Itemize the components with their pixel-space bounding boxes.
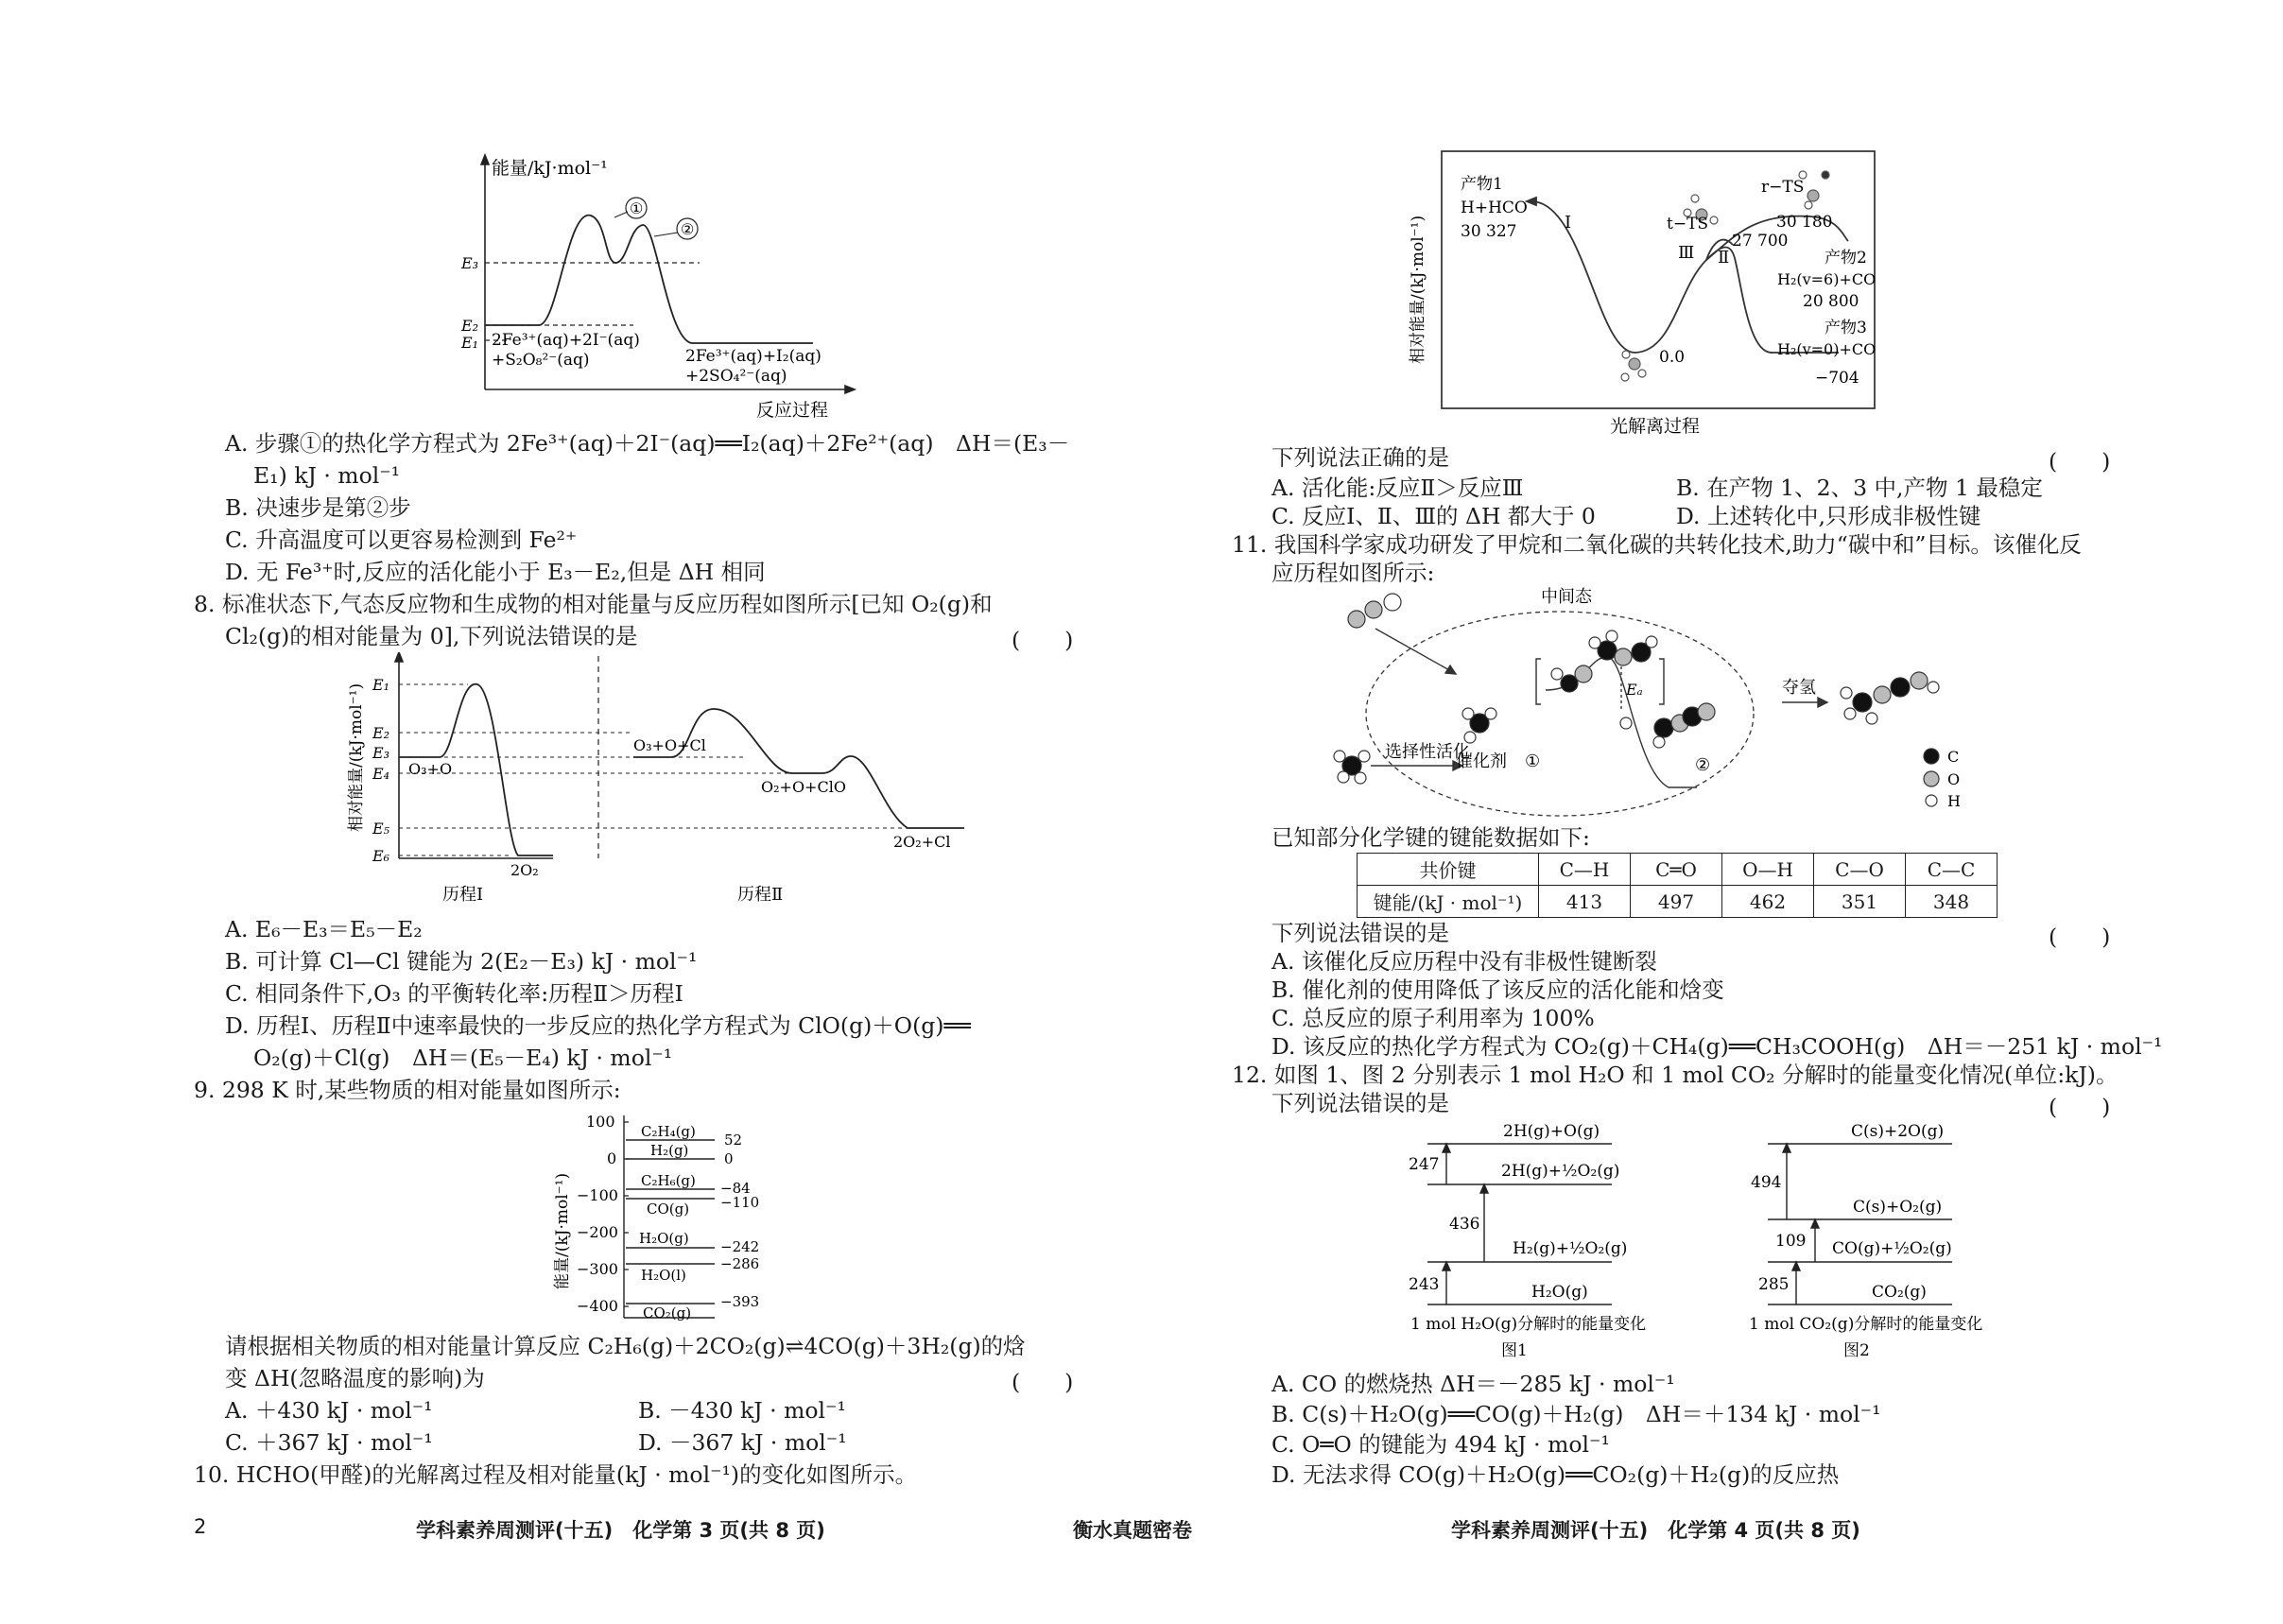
fig11-catalyst-label: 催化剂 [1456, 752, 1507, 771]
q9-option-a: A. ＋430 kJ · mol⁻¹ [225, 1397, 433, 1424]
q9-question-line1: 请根据相关物质的相对能量计算反应 C₂H₆(g)＋2CO₂(g)⇌4CO(g)＋3H₂(g)的焓 [225, 1333, 1026, 1359]
fig11-dehydro-label: 夺氢 [1782, 678, 1816, 698]
fig12b-low: CO(g)+½O₂(g) [1832, 1239, 1952, 1258]
fig10-tts-value: 27 700 [1732, 232, 1789, 251]
fig7-products-1: 2Fe³⁺(aq)+I₂(aq) [685, 347, 822, 366]
q12-option-c: C. O═O 的键能为 494 kJ · mol⁻¹ [1271, 1431, 1610, 1458]
fig12b-top: C(s)+2O(g) [1851, 1122, 1945, 1141]
fig7-peak2: ② [681, 220, 695, 238]
table-cell: 413 [1539, 886, 1631, 918]
fig11-legend-h: H [1947, 792, 1961, 810]
q10-stem: 10. HCHO(甲醛)的光解离过程及相对能量(kJ · mol⁻¹)的变化如图所示。 [194, 1461, 918, 1488]
fig9-value-393: −393 [720, 1293, 760, 1310]
fig10-xlabel: 光解离过程 [1610, 416, 1701, 437]
q11-option-b: B. 催化剂的使用降低了该反应的活化能和焓变 [1271, 976, 1724, 1003]
fig7-ylabel: 能量/kJ·mol⁻¹ [492, 158, 608, 179]
fig8-e6: E₆ [372, 847, 390, 865]
q11-option-a: A. 该催化反应历程中没有非极性键断裂 [1271, 948, 1657, 975]
fig8-e1: E₁ [372, 676, 390, 694]
fig9-tick-m300: −300 [577, 1260, 618, 1278]
table-header-cell: C—H [1539, 854, 1631, 886]
fig8-2o2: 2O₂ [510, 861, 539, 879]
q12-stem-line2: 下列说法错误的是 [1271, 1090, 1449, 1116]
fig12a-v247: 247 [1409, 1155, 1440, 1174]
figure-q10-photodissociation [1394, 147, 1886, 440]
q7-option-d: D. 无 Fe³⁺时,反应的活化能小于 E₃－E₂,但是 ΔH 相同 [225, 559, 766, 585]
fig7-e3: E₃ [461, 254, 479, 272]
fig10-roman2: Ⅱ [1718, 248, 1730, 268]
q9-option-d: D. －367 kJ · mol⁻¹ [638, 1429, 847, 1456]
fig12b-base: CO₂(g) [1872, 1283, 1927, 1302]
fig9-species-h2ol: H₂O(l) [641, 1267, 686, 1284]
fig8-o3o: O₃+O [408, 760, 453, 778]
fig10-p1-c: 30 327 [1461, 222, 1517, 241]
q8-option-b: B. 可计算 Cl—Cl 键能为 2(E₂－E₃) kJ · mol⁻¹ [225, 948, 698, 975]
fig12b-v494: 494 [1751, 1173, 1782, 1192]
fig8-e2: E₂ [372, 724, 390, 742]
fig11-step1: ① [1525, 752, 1541, 771]
fig12a-low: H₂(g)+½O₂(g) [1513, 1239, 1628, 1258]
fig8-2o2cl: 2O₂+Cl [893, 833, 951, 851]
center-footer: 衡水真题密卷 [1073, 1519, 1192, 1542]
table-header-cell: O—H [1722, 854, 1814, 886]
fig11-ea-label: Eₐ [1626, 681, 1643, 699]
fig9-species-c2h4: C₂H₄(g) [641, 1123, 696, 1140]
q10-question-stem: 下列说法正确的是 [1271, 444, 1449, 471]
q12-answer-blank: ( ) [2049, 1094, 2111, 1120]
fig10-p3-a: 产物3 [1825, 319, 1867, 337]
fig7-peak1: ① [630, 199, 644, 217]
fig10-ylabel: 相对能量/(kJ·mol⁻¹) [1409, 215, 1427, 364]
fig12b-caption: 1 mol CO₂(g)分解时的能量变化 [1749, 1315, 1983, 1334]
fig7-reactants-1: 2Fe³⁺(aq)+2I⁻(aq) [492, 331, 640, 350]
fig9-ylabel: 能量/(kJ·mol⁻¹) [553, 1172, 572, 1289]
fig12b-v109: 109 [1775, 1232, 1807, 1251]
q10-option-d: D. 上述转化中,只形成非极性键 [1676, 503, 1981, 529]
q8-stem-line1: 8. 标准状态下,气态反应物和生成物的相对能量与反应历程如图所示[已知 O₂(g)和 [194, 591, 993, 617]
fig9-species-h2: H₂(g) [650, 1142, 689, 1159]
left-page-footer: 学科素养周测评(十五) 化学第 3 页(共 8 页) [416, 1519, 825, 1542]
fig9-tick-0: 0 [607, 1149, 617, 1167]
q11-option-d: D. 该反应的热化学方程式为 CO₂(g)＋CH₄(g)══CH₃COOH(g) ΔH＝－251 kJ · mol⁻¹ [1271, 1033, 2163, 1060]
q12-stem-line1: 12. 如图 1、图 2 分别表示 1 mol H₂O 和 1 mol CO₂ 分解时的能量变化情况(单位:kJ)。 [1232, 1062, 2119, 1088]
q10-option-a: A. 活化能:反应Ⅱ＞反应Ⅲ [1271, 475, 1524, 501]
figure-q11-catalytic-pathway [1319, 581, 2075, 822]
fig9-species-co: CO(g) [647, 1201, 690, 1218]
page-number: 2 [194, 1515, 207, 1538]
fig8-o2ocl: O₂+O+ClO [761, 778, 846, 796]
fig12a-mid: 2H(g)+½O₂(g) [1501, 1162, 1620, 1181]
q7-option-b: B. 决速步是第②步 [225, 494, 411, 521]
fig8-path2: 历程Ⅱ [737, 885, 784, 905]
q8-option-a: A. E₆－E₃＝E₅－E₂ [225, 916, 423, 942]
q7-option-a-line2: E₁) kJ · mol⁻¹ [253, 462, 401, 489]
fig8-o3ocl: O₃+O+Cl [633, 736, 706, 754]
figure-q7-energy-diagram [454, 151, 860, 425]
fig9-value-0: 0 [724, 1150, 734, 1167]
fig12b-v285: 285 [1758, 1275, 1790, 1294]
fig12a-v436: 436 [1449, 1215, 1480, 1234]
fig11-legend-o: O [1947, 770, 1961, 788]
fig10-p2-a: 产物2 [1825, 249, 1867, 268]
table-cell: 351 [1814, 886, 1906, 918]
fig12a-v243: 243 [1409, 1275, 1440, 1294]
fig9-value-52: 52 [724, 1132, 743, 1149]
table-row [1358, 886, 1998, 918]
q11-stem-line1: 11. 我国科学家成功研发了甲烷和二氧化碳的共转化技术,助力“碳中和”目标。该催化反 [1232, 531, 2082, 558]
fig9-value-286: −286 [720, 1255, 760, 1272]
fig12a-label: 图1 [1501, 1341, 1528, 1360]
table-header-cell: C—C [1906, 854, 1998, 886]
fig10-p2-c: 20 800 [1803, 292, 1859, 311]
fig10-p1-b: H+HCO [1461, 199, 1528, 217]
q11-option-c: C. 总反应的原子利用率为 100% [1271, 1005, 1595, 1031]
table-cell: 462 [1722, 886, 1814, 918]
bond-energy-table [1357, 853, 1998, 918]
q7-option-a-line1: A. 步骤①的热化学方程式为 2Fe³⁺(aq)＋2I⁻(aq)══I₂(aq)＋2Fe²⁺(aq) ΔH＝(E₃－ [225, 430, 1070, 457]
q8-answer-blank: ( ) [1012, 627, 1074, 653]
q12-option-a: A. CO 的燃烧热 ΔH＝－285 kJ · mol⁻¹ [1271, 1371, 1675, 1397]
fig9-species-c2h6: C₂H₆(g) [641, 1172, 696, 1189]
fig10-rts: r−TS [1761, 178, 1805, 197]
table-cell: 键能/(kJ · mol⁻¹) [1358, 886, 1539, 918]
fig7-e2: E₂ [461, 317, 479, 335]
fig9-species-h2og: H₂O(g) [639, 1230, 689, 1247]
q11-answer-blank: ( ) [2049, 924, 2111, 950]
q11-stem-line2: 应历程如图所示: [1271, 560, 1435, 586]
fig9-value-84: −84 [720, 1180, 751, 1197]
fig9-tick-m100: −100 [577, 1186, 618, 1204]
q12-option-d: D. 无法求得 CO(g)＋H₂O(g)══CO₂(g)＋H₂(g)的反应热 [1271, 1461, 1840, 1488]
fig10-roman1: Ⅰ [1565, 213, 1572, 233]
bond-energy-intro: 已知部分化学键的键能数据如下: [1271, 824, 1590, 851]
q9-question-line2: 变 ΔH(忽略温度的影响)为 [225, 1365, 485, 1391]
table-cell: 497 [1631, 886, 1722, 918]
fig9-value-242: −242 [720, 1238, 760, 1255]
fig8-path1: 历程Ⅰ [442, 885, 484, 905]
fig10-p3-c: −704 [1815, 369, 1859, 388]
left-column [0, 0, 1139, 1624]
q8-option-c: C. 相同条件下,O₃ 的平衡转化率:历程Ⅱ＞历程Ⅰ [225, 980, 683, 1007]
q9-answer-blank: ( ) [1012, 1369, 1074, 1395]
fig12b-mid: C(s)+O₂(g) [1853, 1198, 1943, 1217]
fig8-e3: E₃ [372, 744, 390, 762]
fig12b-label: 图2 [1843, 1341, 1870, 1360]
fig7-products-2: +2SO₄²⁻(aq) [685, 367, 787, 386]
fig10-p1-a: 产物1 [1461, 175, 1503, 194]
fig11-mid-label: 中间态 [1541, 587, 1592, 607]
table-cell: 348 [1906, 886, 1998, 918]
q11-question-stem: 下列说法错误的是 [1271, 920, 1449, 946]
q9-stem: 9. 298 K 时,某些物质的相对能量如图所示: [194, 1077, 621, 1103]
fig9-tick-100: 100 [586, 1113, 615, 1131]
right-column [1139, 0, 2283, 1624]
fig8-e4: E₄ [372, 765, 390, 783]
fig11-step2: ② [1695, 755, 1711, 775]
table-header-cell: C═O [1631, 854, 1722, 886]
fig7-xlabel: 反应过程 [756, 400, 829, 421]
fig7-reactants-2: +S₂O₈²⁻(aq) [492, 351, 590, 370]
q9-option-c: C. ＋367 kJ · mol⁻¹ [225, 1429, 433, 1456]
right-page-footer: 学科素养周测评(十五) 化学第 4 页(共 8 页) [1451, 1519, 1860, 1542]
q8-option-d-line2: O₂(g)＋Cl(g) ΔH＝(E₅－E₄) kJ · mol⁻¹ [253, 1045, 673, 1071]
table-header-cell: C—O [1814, 854, 1906, 886]
fig10-p2-b: H₂(v=6)+CO [1777, 270, 1877, 288]
fig12a-base: H₂O(g) [1531, 1283, 1588, 1302]
table-header-row [1358, 854, 1998, 886]
q10-answer-blank: ( ) [2049, 448, 2111, 475]
figure-q9-energy-levels [539, 1108, 794, 1335]
fig9-tick-m200: −200 [577, 1223, 618, 1241]
figure-q12-energy-levels [1380, 1115, 2042, 1366]
fig10-p3-b: H₂(v=0)+CO [1777, 340, 1877, 358]
fig8-ylabel: 相对能量/(kJ·mol⁻¹) [347, 682, 366, 832]
table-header-cell: 共价键 [1358, 854, 1539, 886]
fig7-e1: E₁ [461, 334, 479, 352]
fig10-tts: t−TS [1667, 215, 1709, 233]
q8-option-d-line1: D. 历程Ⅰ、历程Ⅱ中速率最快的一步反应的热化学方程式为 ClO(g)＋O(g)══ [225, 1012, 971, 1039]
fig10-roman3: Ⅲ [1678, 243, 1695, 263]
fig10-rts-value: 30 180 [1776, 213, 1833, 232]
q8-stem-line2: Cl₂(g)的相对能量为 0],下列说法错误的是 [225, 623, 638, 649]
fig10-zero: 0.0 [1659, 348, 1686, 367]
q7-option-c: C. 升高温度可以更容易检测到 Fe²⁺ [225, 527, 578, 553]
fig12a-top: 2H(g)+O(g) [1503, 1122, 1600, 1141]
q10-option-b: B. 在产物 1、2、3 中,产物 1 最稳定 [1676, 475, 2043, 501]
fig11-select-label: 选择性活化 [1385, 742, 1470, 762]
fig12a-caption: 1 mol H₂O(g)分解时的能量变化 [1410, 1315, 1647, 1334]
fig11-legend-c: C [1947, 748, 1960, 766]
fig9-species-co2: CO₂(g) [643, 1304, 692, 1322]
fig8-e5: E₅ [372, 820, 390, 838]
fig9-value-110: −110 [720, 1194, 760, 1211]
fig9-tick-m400: −400 [577, 1297, 618, 1315]
figure-q8-energy-diagram [340, 652, 983, 912]
q9-option-b: B. －430 kJ · mol⁻¹ [638, 1397, 846, 1424]
q12-option-b: B. C(s)＋H₂O(g)══CO(g)＋H₂(g) ΔH＝＋134 kJ · mol⁻¹ [1271, 1401, 1881, 1427]
q10-option-c: C. 反应Ⅰ、Ⅱ、Ⅲ的 ΔH 都大于 0 [1271, 503, 1596, 529]
